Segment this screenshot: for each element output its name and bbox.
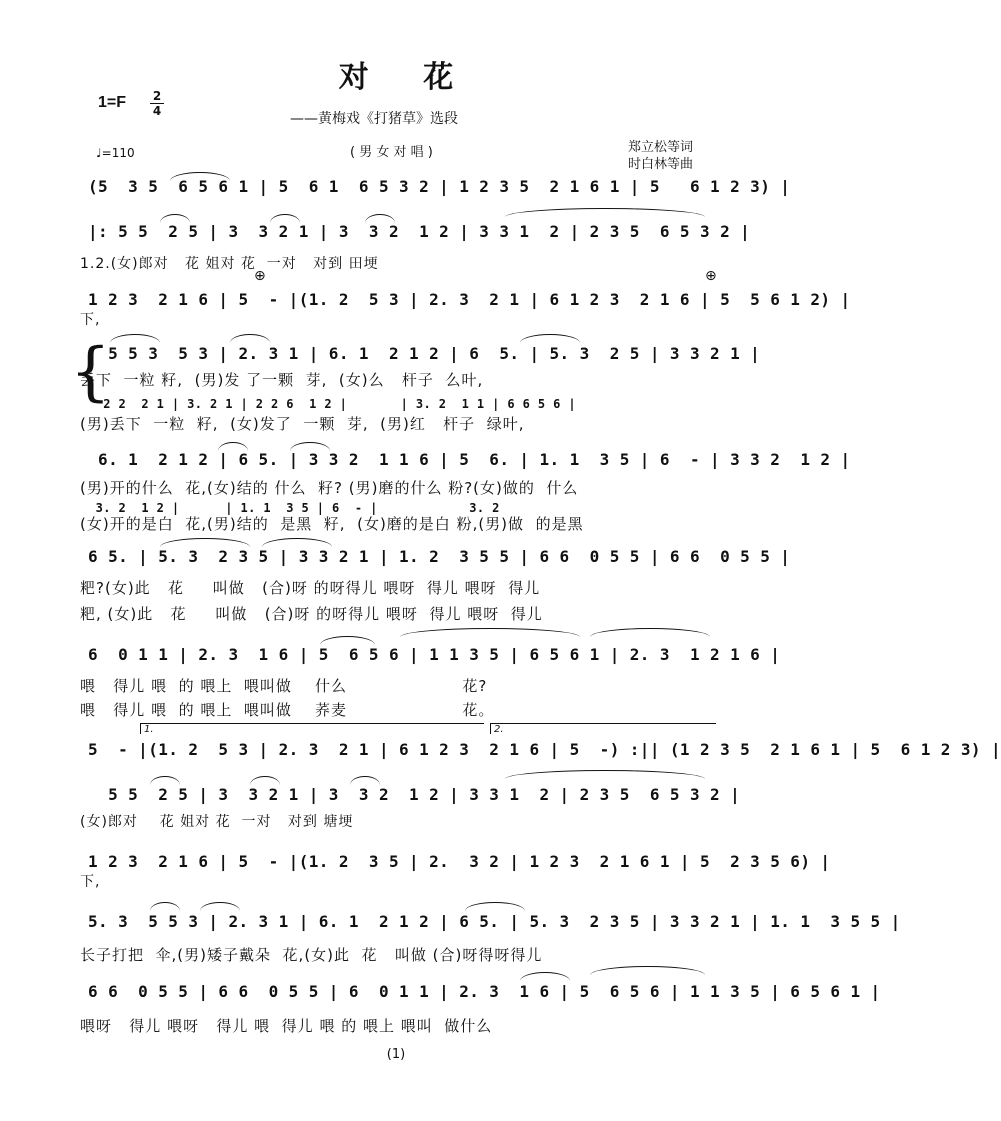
slur-mark <box>150 776 180 785</box>
slur-mark <box>590 628 710 637</box>
lyric-line: 下, <box>80 312 101 328</box>
volta-bracket-1: 1. <box>140 723 484 734</box>
slur-mark <box>218 442 248 451</box>
lyric-line: (女)郎对 花 姐对 花 一对 对到 塘埂 <box>80 814 354 830</box>
notation-row-second-voice: 3. 2 1 2 | | 1. 1 3 5 | 6 - | 3. 2 <box>88 501 500 515</box>
slur-mark <box>505 770 705 779</box>
slur-mark <box>590 966 705 975</box>
slur-mark <box>270 214 300 223</box>
notation-row: |: 5 5 2 5 | 3 3 2 1 | 3 3 2 1 2 | 3 3 1 2 | 2 3 5 6 5 3 2 | <box>88 222 751 241</box>
lyric-line-second-voice: (男)丢下 一粒 籽, (女)发了 一颗 芽, (男)红 杆子 绿叶, <box>80 415 525 433</box>
lyric-line: 1.2.(女)郎对 花 姐对 花 一对 对到 田埂 <box>80 256 379 272</box>
lyric-line: 下, <box>80 874 101 890</box>
page-title: 对 花 <box>338 60 476 95</box>
slur-mark <box>110 334 160 343</box>
lyric-line: 粑?(女)此 花 叫做 (合)呀 的呀得儿 喂呀 得儿 喂呀 得儿 <box>80 579 541 597</box>
voice-brace: { <box>70 335 111 409</box>
notation-row: 6. 1 2 1 2 | 6 5. | 3 3 2 1 1 6 | 5 6. | 1. 1 3 5 | 6 - | 3 3 2 1 2 | <box>88 450 851 469</box>
notation-row: 5 - |(1. 2 5 3 | 2. 3 2 1 | 6 1 2 3 2 1 6 | 5 -) :|| (1 2 3 5 2 1 6 1 | 5 6 1 2 3) | <box>88 740 1001 759</box>
slur-mark <box>505 208 705 217</box>
page-number: (1) <box>386 1047 406 1062</box>
lyric-line: 粑, (女)此 花 叫做 (合)呀 的呀得儿 喂呀 得儿 喂呀 得儿 <box>80 605 543 623</box>
slur-mark <box>400 628 580 637</box>
slur-mark <box>230 334 270 343</box>
time-denominator: 4 <box>152 104 162 118</box>
slur-mark <box>350 776 380 785</box>
tempo-marking: ♩=110 <box>96 146 135 160</box>
notation-row: 5 5 3 5 3 | 2. 3 1 | 6. 1 2 1 2 | 6 5. | 5. 3 2 5 | 3 3 2 1 | <box>88 344 761 363</box>
subtitle: ——黄梅戏《打猪草》选段 <box>290 111 458 127</box>
notation-row: 6 5. | 5. 3 2 3 5 | 3 3 2 1 | 1. 2 3 5 5 | 6 6 0 5 5 | 6 6 0 5 5 | <box>88 547 791 566</box>
performers-note: ( 男 女 对 唱 ) <box>350 145 433 160</box>
lyric-line: 长子打把 伞,(男)矮子戴朵 花,(女)此 花 叫做 (合)呀得呀得儿 <box>80 946 543 964</box>
slur-mark <box>160 214 190 223</box>
notation-row: 5 5 2 5 | 3 3 2 1 | 3 3 2 1 2 | 3 3 1 2 | 2 3 5 6 5 3 2 | <box>88 785 741 804</box>
notation-row: 6 6 0 5 5 | 6 6 0 5 5 | 6 0 1 1 | 2. 3 1 6 | 5 6 5 6 | 1 1 3 5 | 6 5 6 1 | <box>88 982 881 1001</box>
slur-mark <box>250 776 280 785</box>
lyric-line: 喂 得儿 喂 的 喂上 喂叫做 荞麦 花。 <box>80 701 495 719</box>
slur-mark <box>150 902 180 911</box>
coda-sign: ⊕ <box>254 268 266 284</box>
notation-row: 1 2 3 2 1 6 | 5 - |(1. 2 3 5 | 2. 3 2 | 1 2 3 2 1 6 1 | 5 2 3 5 6) | <box>88 852 831 871</box>
time-signature <box>150 90 164 117</box>
slur-mark <box>200 902 240 911</box>
notation-row-second-voice: 2 2 2 1 | 3. 2 1 | 2 2 6 1 2 | | 3. 2 1 1 | 6 6 5 6 | <box>88 397 576 411</box>
slur-mark <box>365 214 395 223</box>
slur-mark <box>160 538 250 547</box>
lyric-line: (男)开的什么 花,(女)结的 什么 籽? (男)磨的什么 粉?(女)做的 什么 <box>80 479 579 497</box>
slur-mark <box>170 172 230 181</box>
lyric-line: 喂 得儿 喂 的 喂上 喂叫做 什么 花? <box>80 677 488 695</box>
lyric-line-second-voice: (女)开的是白 花,(男)结的 是黑 籽, (女)磨的是白 粉,(男)做 的是黑 <box>80 515 584 533</box>
key-signature: 1=F <box>98 94 127 111</box>
notation-row: (5 3 5 6 5 6 1 | 5 6 1 6 5 3 2 | 1 2 3 5 2 1 6 1 | 5 6 1 2 3) | <box>88 177 791 196</box>
slur-mark <box>520 334 580 343</box>
lyric-line: 丢下 一粒 籽, (男)发 了一颗 芽, (女)么 杆子 么叶, <box>80 371 484 389</box>
slur-mark <box>290 442 330 451</box>
volta-bracket-2: 2. <box>490 723 716 734</box>
notation-row: 1 2 3 2 1 6 | 5 - |(1. 2 5 3 | 2. 3 2 1 | 6 1 2 3 2 1 6 | 5 5 6 1 2) | <box>88 290 851 309</box>
slur-mark <box>320 636 375 645</box>
slur-mark <box>262 538 332 547</box>
notation-row: 5. 3 5 5 3 | 2. 3 1 | 6. 1 2 1 2 | 6 5. | 5. 3 2 3 5 | 3 3 2 1 | 1. 1 3 5 5 | <box>88 912 901 931</box>
slur-mark <box>520 972 570 981</box>
notation-row: 6 0 1 1 | 2. 3 1 6 | 5 6 5 6 | 1 1 3 5 | 6 5 6 1 | 2. 3 1 2 1 6 | <box>88 645 781 664</box>
coda-sign: ⊕ <box>705 268 717 284</box>
slur-mark <box>465 902 525 911</box>
lyric-line: 喂呀 得儿 喂呀 得儿 喂 得儿 喂 的 喂上 喂叫 做什么 <box>80 1017 493 1035</box>
time-numerator: 2 <box>152 89 162 103</box>
lyricist-credit: 郑立松等词 <box>628 140 694 155</box>
composer-credit: 时白林等曲 <box>628 157 694 172</box>
